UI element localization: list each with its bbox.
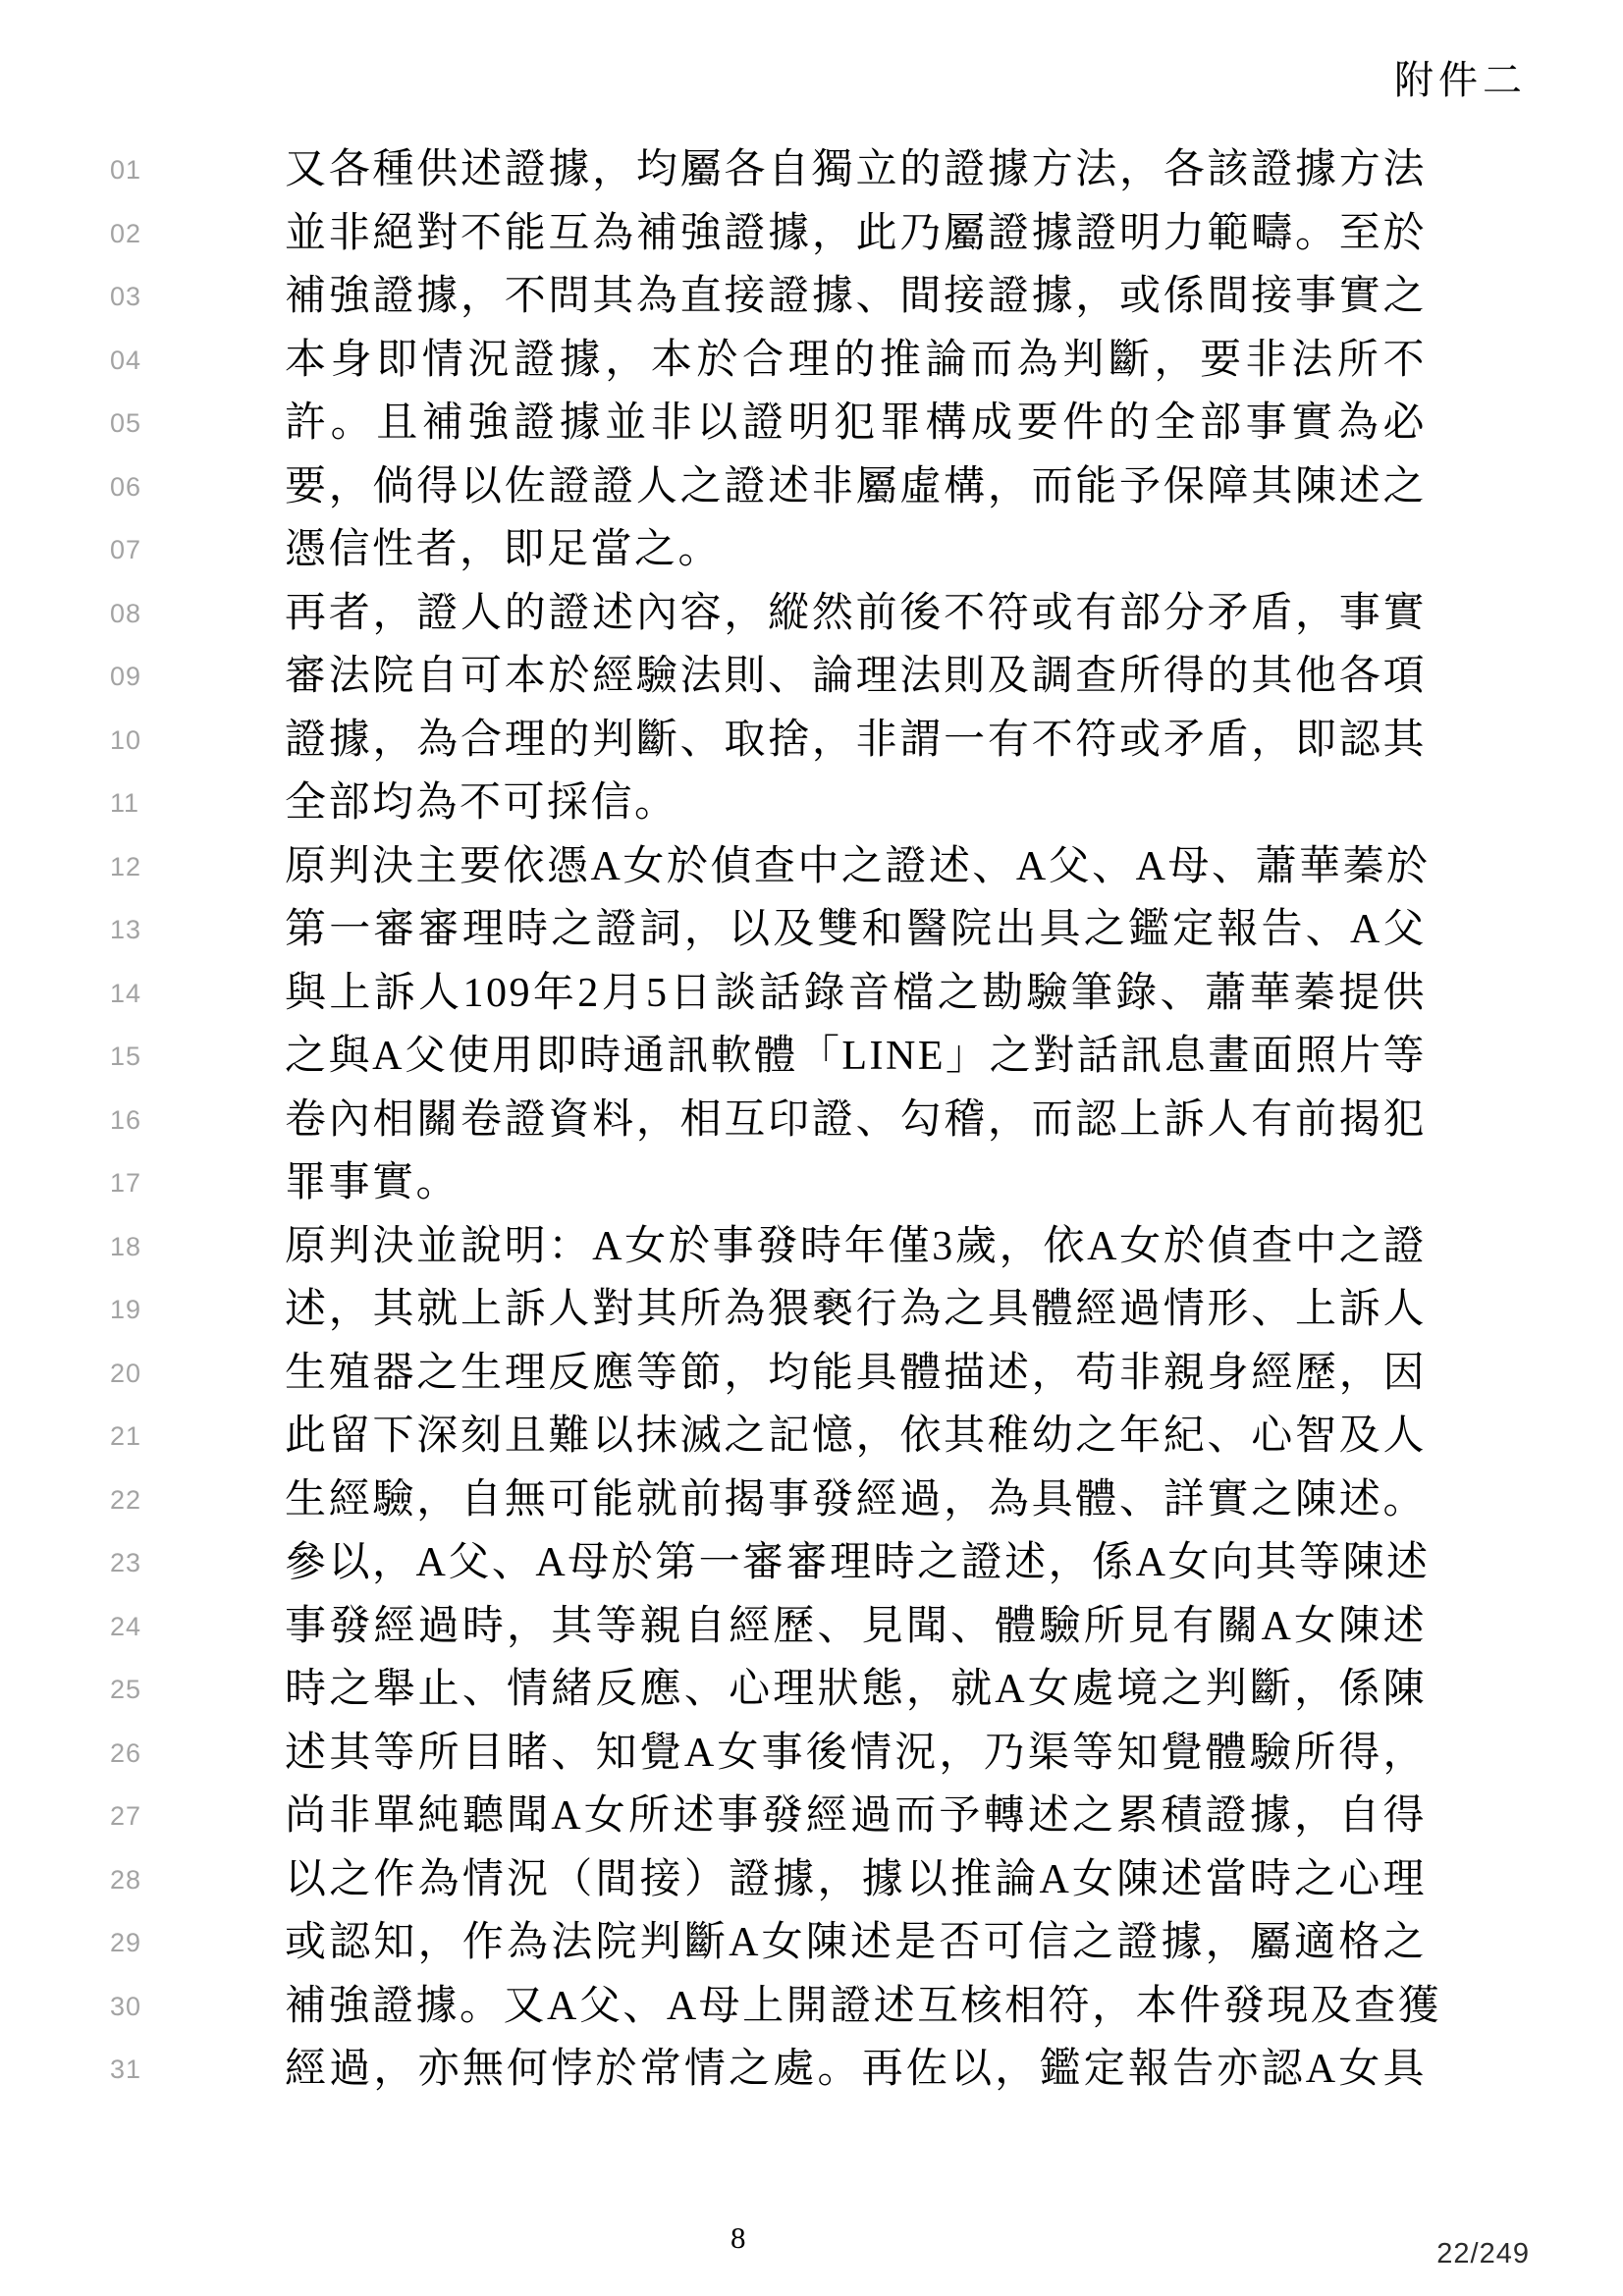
text-line-row <box>0 138 1623 202</box>
text-line-row <box>0 392 1623 455</box>
line-number: 08 <box>110 598 142 628</box>
line-text: 與上訴人109年2月5日談話錄音檔之勘驗筆錄、蕭華蓁提供 <box>285 970 1427 1016</box>
text-lines <box>0 138 1623 2102</box>
line-text: 生殖器之生理反應等節，均能具體描述，苟非親身經歷，因 <box>285 1350 1427 1396</box>
text-line-row <box>0 1089 1623 1152</box>
line-number: 13 <box>110 915 142 944</box>
text-line-row <box>0 962 1623 1026</box>
line-number: 05 <box>110 408 142 438</box>
text-line-row <box>0 1278 1623 1342</box>
line-number: 24 <box>110 1611 142 1641</box>
line-number: 12 <box>110 851 142 881</box>
line-text: 時之舉止、情緒反應、心理狀態，就A女處境之判斷，係陳 <box>285 1667 1427 1712</box>
line-number: 11 <box>110 788 140 818</box>
line-text: 以之作為情況（間接）證據，據以推論A女陳述當時之心理 <box>285 1856 1427 1902</box>
line-number: 25 <box>110 1675 142 1704</box>
text-line-row <box>0 645 1623 709</box>
line-text: 並非絕對不能互為補強證據，此乃屬證據證明力範疇。至於 <box>285 210 1427 256</box>
text-line-row <box>0 265 1623 329</box>
line-number: 04 <box>110 345 142 375</box>
text-line-row <box>0 518 1623 582</box>
line-number: 20 <box>110 1358 142 1388</box>
page-indicator: 22/249 <box>1436 2238 1530 2269</box>
line-text: 經過，亦無何悖於常情之處。再佐以，鑑定報告亦認A女具 <box>285 2047 1427 2092</box>
text-line-row <box>0 772 1623 835</box>
text-line-row <box>0 898 1623 962</box>
line-number: 22 <box>110 1484 142 1515</box>
text-line-row <box>0 1658 1623 1722</box>
line-number: 14 <box>110 978 142 1008</box>
text-line-row <box>0 1405 1623 1468</box>
line-text: 又各種供述證據，均屬各自獨立的證據方法，各該證據方法 <box>285 147 1427 192</box>
text-line-row <box>0 1848 1623 1912</box>
line-text: 許。且補強證據並非以證明犯罪構成要件的全部事實為必 <box>285 400 1427 446</box>
line-number: 17 <box>110 1168 142 1198</box>
line-text: 原判決主要依憑A女於偵查中之證述、A父、A母、蕭華蓁於 <box>285 843 1431 889</box>
page-number: 8 <box>730 2220 746 2255</box>
line-text: 或認知，作為法院判斷A女陳述是否可信之證據，屬適格之 <box>285 1920 1427 1965</box>
line-number: 09 <box>110 662 142 691</box>
line-number: 01 <box>110 155 142 185</box>
line-number: 16 <box>110 1104 142 1135</box>
text-line-row <box>0 202 1623 266</box>
line-text: 再者，證人的證述內容，縱然前後不符或有部分矛盾，事實 <box>285 590 1427 636</box>
line-number: 06 <box>110 471 142 502</box>
line-text: 憑信性者，即足當之。 <box>285 527 723 572</box>
line-number: 29 <box>110 1928 142 1957</box>
text-line-row <box>0 329 1623 393</box>
line-text: 第一審審理時之證詞，以及雙和醫院出具之鑑定報告、A父 <box>285 907 1427 952</box>
line-number: 31 <box>110 2055 142 2084</box>
text-line-row <box>0 835 1623 899</box>
line-number: 18 <box>110 1231 142 1261</box>
line-number: 21 <box>110 1421 142 1451</box>
line-number: 27 <box>110 1801 142 1831</box>
line-number: 30 <box>110 1991 142 2021</box>
line-text: 尚非單純聽聞A女所述事發經過而予轉述之累積證據，自得 <box>285 1793 1427 1839</box>
text-line-row <box>0 1151 1623 1215</box>
line-text: 罪事實。 <box>285 1160 460 1205</box>
line-text: 補強證據，不問其為直接證據、間接證據，或係間接事實之 <box>285 274 1427 319</box>
text-line-row <box>0 1785 1623 1848</box>
line-text: 之與A父使用即時通訊軟體「LINE」之對話訊息畫面照片等 <box>285 1034 1427 1079</box>
text-line-row <box>0 709 1623 773</box>
line-text: 述，其就上訴人對其所為猥褻行為之具體經過情形、上訴人 <box>285 1287 1427 1332</box>
line-number: 03 <box>110 282 142 311</box>
line-text: 卷內相關卷證資料，相互印證、勾稽，而認上訴人有前揭犯 <box>285 1096 1427 1143</box>
line-number: 07 <box>110 535 142 564</box>
text-line-row <box>0 1342 1623 1406</box>
text-line-row <box>0 582 1623 646</box>
line-number: 15 <box>110 1041 142 1071</box>
line-text: 本身即情況證據，本於合理的推論而為判斷，要非法所不 <box>285 337 1427 383</box>
attachment-label: 附件二 <box>1394 58 1527 102</box>
text-line-row <box>0 1722 1623 1786</box>
text-line-row <box>0 1595 1623 1659</box>
line-text: 參以，A父、A母於第一審審理時之證述，係A女向其等陳述 <box>285 1540 1431 1585</box>
line-text: 要，倘得以佐證證人之證述非屬虛構，而能予保障其陳述之 <box>285 463 1427 509</box>
text-line-row <box>0 2038 1623 2102</box>
line-number: 23 <box>110 1548 142 1577</box>
line-number: 10 <box>110 724 142 755</box>
line-text: 補強證據。又A父、A母上開證述互核相符，本件發現及查獲 <box>285 1983 1442 2029</box>
text-line-row <box>0 1215 1623 1279</box>
line-number: 19 <box>110 1295 142 1324</box>
text-line-row <box>0 1911 1623 1975</box>
text-line-row <box>0 455 1623 519</box>
text-line-row <box>0 1025 1623 1089</box>
line-text: 審法院自可本於經驗法則、論理法則及調查所得的其他各項 <box>285 654 1427 699</box>
line-text: 全部均為不可採信。 <box>285 780 678 826</box>
text-line-row <box>0 1975 1623 2039</box>
text-line-row <box>0 1531 1623 1595</box>
line-number: 02 <box>110 218 142 248</box>
text-line-row <box>0 1468 1623 1532</box>
line-text: 生經驗，自無可能就前揭事發經過，為具體、詳實之陳述。 <box>285 1476 1427 1522</box>
line-text: 事發經過時，其等親自經歷、見聞、體驗所見有關A女陳述 <box>285 1603 1427 1649</box>
line-number: 28 <box>110 1864 142 1895</box>
line-text: 證據，為合理的判斷、取捨，非謂一有不符或矛盾，即認其 <box>285 717 1427 763</box>
line-text: 原判決並說明：A女於事發時年僅3歲，依A女於偵查中之證 <box>285 1223 1427 1269</box>
line-text: 此留下深刻且難以抹滅之記憶，依其稚幼之年紀、心智及人 <box>285 1414 1427 1459</box>
line-number: 26 <box>110 1737 142 1768</box>
line-text: 述其等所目睹、知覺A女事後情況，乃渠等知覺體驗所得， <box>285 1730 1427 1776</box>
